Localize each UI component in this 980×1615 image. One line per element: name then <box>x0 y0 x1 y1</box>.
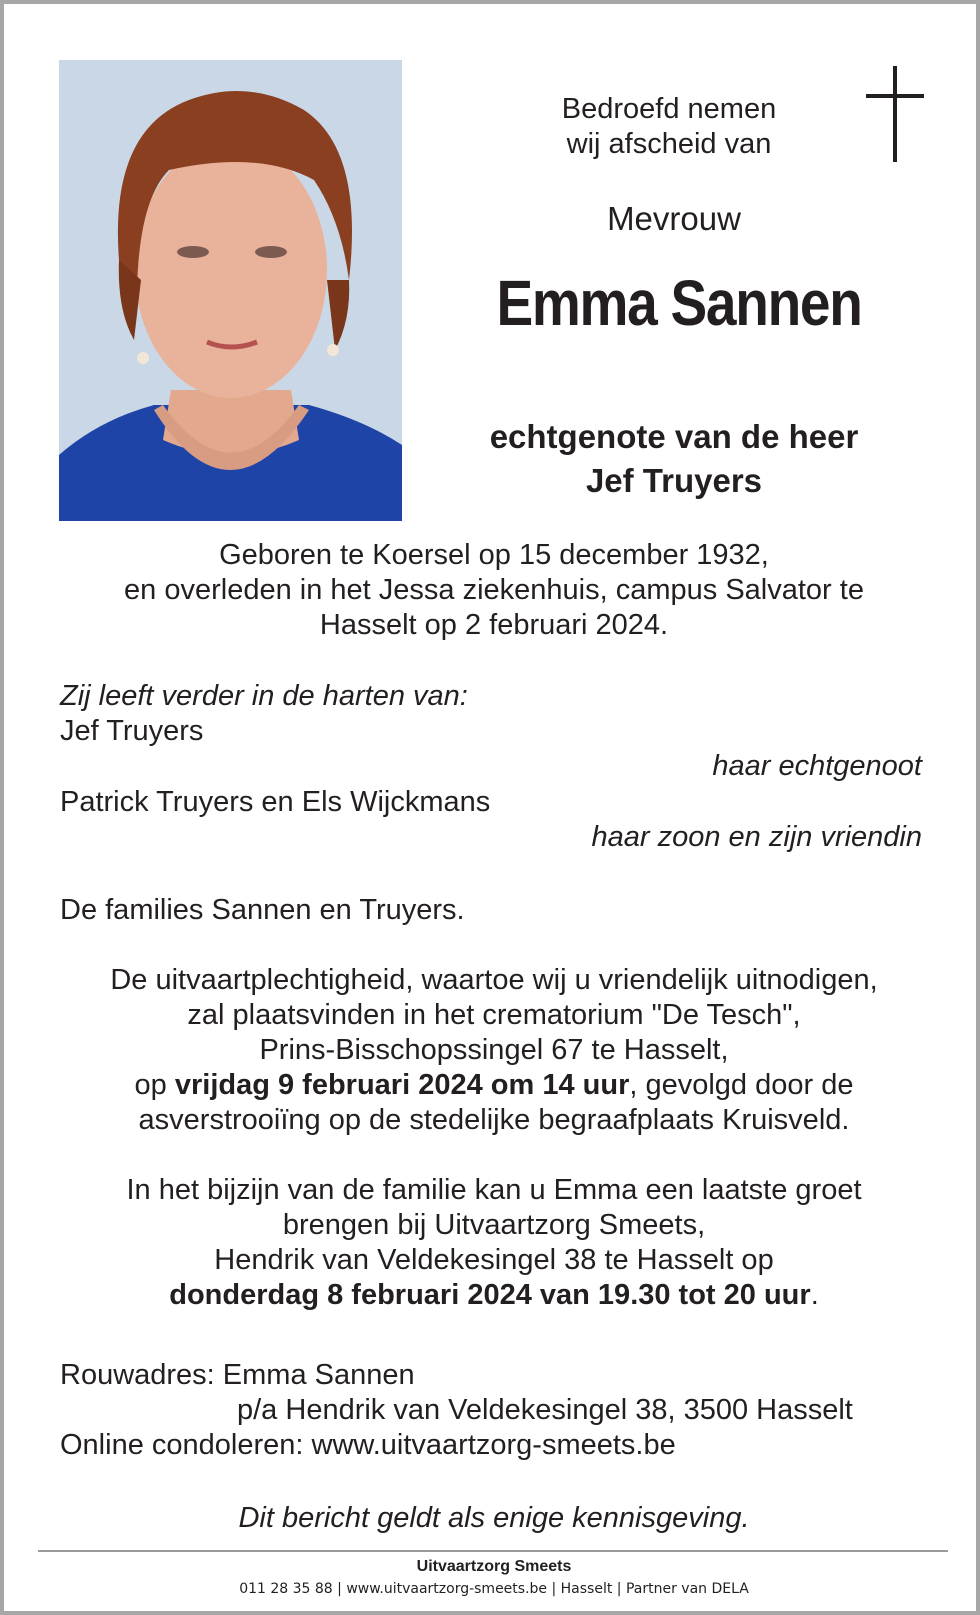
survivor-name-1: Jef Truyers <box>60 715 204 747</box>
ceremony-datetime: vrijdag 9 februari 2024 om 14 uur <box>174 1069 630 1101</box>
visit-line-3: Hendrik van Veldekesingel 38 te Hasselt op <box>214 1244 774 1276</box>
portrait-illustration <box>59 60 402 521</box>
intro-line-1: Bedroefd nemen <box>561 93 777 125</box>
online-condolence-line: Online condoleren: www.uitvaartzorg-smeets.be <box>60 1429 676 1461</box>
survivor-relation-2: haar zoon en zijn vriendin <box>591 821 922 853</box>
spouse-line-1: echtgenote van de heer <box>489 418 859 455</box>
footer-details: 011 28 35 88 | www.uitvaartzorg-smeets.be | Hasselt | Partner van DELA <box>239 1581 749 1597</box>
survivors-heading: Zij leeft verder in de harten van: <box>60 680 468 712</box>
footer-company: Uitvaartzorg Smeets <box>416 1558 572 1575</box>
notice-line: Dit bericht geldt als enige kennisgeving. <box>238 1502 750 1534</box>
deceased-name: Emma Sannen <box>496 267 862 339</box>
survivor-name-2: Patrick Truyers en Els Wijckmans <box>60 786 491 818</box>
ceremony-line-1: De uitvaartplechtigheid, waartoe wij u vriendelijk uitnodigen, <box>110 964 878 996</box>
ceremony-line-2: zal plaatsvinden in het crematorium "De Tesch", <box>187 999 801 1031</box>
visit-line-1: In het bijzijn van de familie kan u Emma een laatste groet <box>126 1174 862 1206</box>
visit-line-2: brengen bij Uitvaartzorg Smeets, <box>282 1209 706 1241</box>
footer-divider <box>38 1550 948 1552</box>
survivor-relation-1: haar echtgenoot <box>712 750 922 782</box>
cross-icon <box>866 66 924 162</box>
birth-line-1: Geboren te Koersel op 15 december 1932, <box>219 539 769 571</box>
address-line-1: Rouwadres: Emma Sannen <box>60 1359 415 1391</box>
families-line: De families Sannen en Truyers. <box>60 894 465 926</box>
intro-line-2: wij afscheid van <box>566 128 772 160</box>
portrait-photo <box>59 60 402 521</box>
ceremony-line-3: Prins-Bisschopssingel 67 te Hasselt, <box>259 1034 729 1066</box>
visit-line-4: donderdag 8 februari 2024 van 19.30 tot 20 uur. <box>169 1279 819 1311</box>
spouse-line-2: Jef Truyers <box>585 462 763 499</box>
title-mevrouw: Mevrouw <box>607 200 741 237</box>
ceremony-line-5: asverstrooiïng op de stedelijke begraafplaats Kruisveld. <box>138 1104 850 1136</box>
address-line-2: p/a Hendrik van Veldekesingel 38, 3500 Hasselt <box>237 1394 853 1426</box>
ceremony-line-4: op vrijdag 9 februari 2024 om 14 uur, gevolgd door de <box>134 1069 854 1101</box>
visit-datetime: donderdag 8 februari 2024 van 19.30 tot 20 uur <box>169 1279 811 1311</box>
birth-line-2: en overleden in het Jessa ziekenhuis, campus Salvator te <box>124 574 864 606</box>
birth-line-3: Hasselt op 2 februari 2024. <box>319 609 669 641</box>
